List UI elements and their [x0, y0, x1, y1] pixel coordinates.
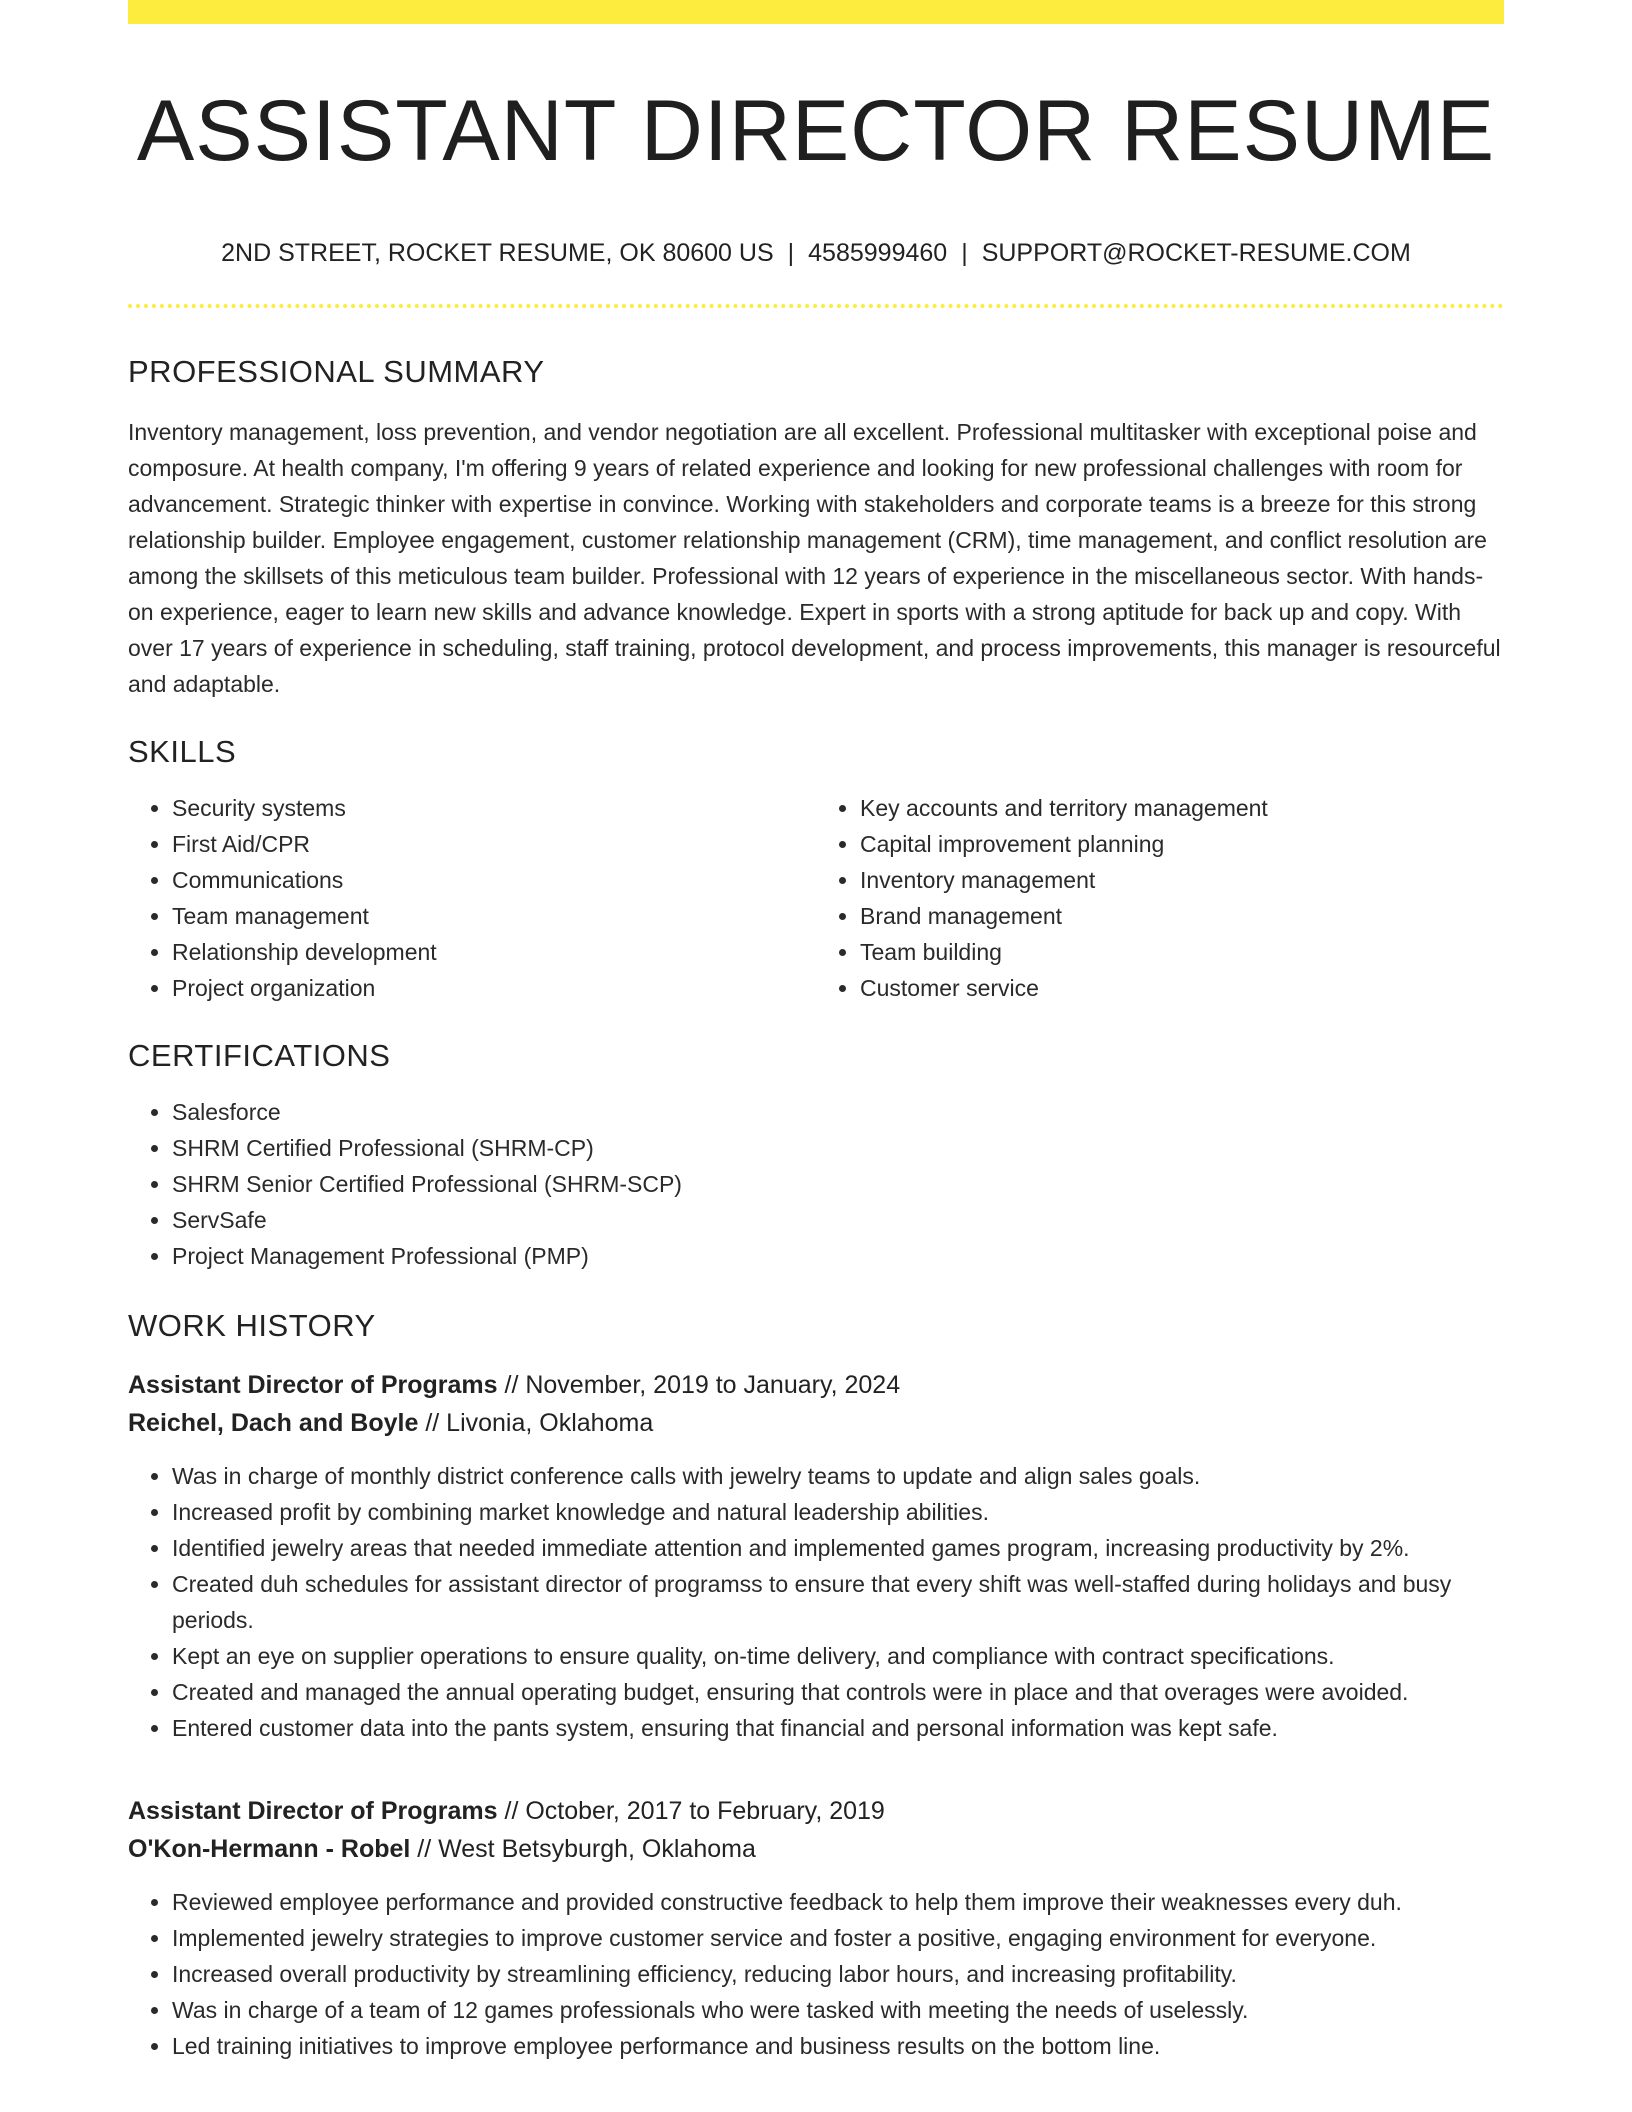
resume-page — [128, 0, 1504, 2064]
job-bullet: • Increased overall productivity by streamlining efficiency, reducing labor hours, and increasing profitability. — [172, 1956, 1504, 1992]
job-title-line — [128, 1792, 1504, 1830]
job-dates: // November, 2019 to January, 2024 — [504, 1370, 901, 1399]
contact-separator: | — [961, 238, 968, 267]
certification-item: • Salesforce — [172, 1094, 1504, 1130]
contact-separator: | — [787, 238, 795, 267]
skill-item: • Brand management — [860, 898, 1504, 934]
skills-list-left — [128, 790, 816, 1006]
certification-item: • Project Management Professional (PMP) — [172, 1238, 1504, 1274]
job-entry — [128, 1366, 1504, 1746]
job-company: O'Kon-Hermann - Robel — [128, 1834, 411, 1863]
job-bullet: • Kept an eye on supplier operations to ensure quality, on-time delivery, and compliance with contract specifications. — [172, 1638, 1504, 1674]
job-bullet: • Was in charge of monthly district conference calls with jewelry teams to update and align sales goals. — [172, 1458, 1504, 1494]
skill-item: • Inventory management — [860, 862, 1504, 898]
job-dates: // October, 2017 to February, 2019 — [504, 1796, 885, 1825]
job-title: Assistant Director of Programs — [128, 1796, 498, 1825]
job-company-line — [128, 1404, 1504, 1442]
job-bullet: • Led training initiatives to improve employee performance and business results on the bottom line. — [172, 2028, 1504, 2064]
skill-item: • Capital improvement planning — [860, 826, 1504, 862]
work-history-heading: WORK HISTORY — [128, 1307, 376, 1343]
skills-columns — [128, 790, 1504, 1006]
contact-address: 2ND STREET, ROCKET RESUME, OK 80600 US — [221, 238, 774, 267]
skills-list-right — [816, 790, 1504, 1006]
skill-item: • First Aid/CPR — [172, 826, 816, 862]
certifications-list — [128, 1094, 1504, 1274]
job-company-line — [128, 1830, 1504, 1868]
summary-text: Inventory management, loss prevention, and vendor negotiation are all excellent. Professional multitasker with exceptional poise and composure. At health company, I'm offering 9 years of related experience and looking for new professional challenges with room for advancement. Strategic thinker with expertise in convince. Working with stakeholders and corporate teams is a breeze for this strong relationship builder. Employee engagement, customer relationship management (CRM), time management, and conflict resolution are among the skillsets of this meticulous team builder. Professional with 12 years of experience in the miscellaneous sector. With hands-on experience, eager to learn new skills and advance knowledge. Expert in sports with a strong aptitude for back up and copy. With over 17 years of experience in scheduling, staff training, protocol development, and process improvements, this manager is resourceful and adaptable. — [128, 418, 1501, 697]
certification-item: • SHRM Certified Professional (SHRM-CP) — [172, 1130, 1504, 1166]
job-bullet: • Increased profit by combining market knowledge and natural leadership abilities. — [172, 1494, 1504, 1530]
job-title-line — [128, 1366, 1504, 1404]
job-title: Assistant Director of Programs — [128, 1370, 498, 1399]
skill-item: • Team management — [172, 898, 816, 934]
summary-heading: PROFESSIONAL SUMMARY — [128, 353, 545, 389]
certification-item: • SHRM Senior Certified Professional (SHRM-SCP) — [172, 1166, 1504, 1202]
job-bullet: • Identified jewelry areas that needed immediate attention and implemented games program, increasing productivity by 2%. — [172, 1530, 1504, 1566]
resume-title: ASSISTANT DIRECTOR RESUME — [136, 83, 1496, 179]
skills-heading: SKILLS — [128, 733, 237, 769]
job-company: Reichel, Dach and Boyle — [128, 1408, 419, 1437]
job-bullet: • Created duh schedules for assistant director of programss to ensure that every shift was well-staffed during holidays and busy periods. — [172, 1566, 1504, 1638]
certification-item: • ServSafe — [172, 1202, 1504, 1238]
dotted-divider — [128, 304, 1504, 308]
job-bullet: • Implemented jewelry strategies to improve customer service and foster a positive, engaging environment for everyone. — [172, 1920, 1504, 1956]
job-location: // Livonia, Oklahoma — [425, 1408, 654, 1437]
job-entry — [128, 1792, 1504, 2064]
skill-item: • Communications — [172, 862, 816, 898]
contact-email: SUPPORT@ROCKET-RESUME.COM — [981, 238, 1411, 267]
skill-item: • Security systems — [172, 790, 816, 826]
contact-phone: 4585999460 — [808, 238, 948, 267]
job-bullets — [128, 1884, 1504, 2064]
skill-item: • Relationship development — [172, 934, 816, 970]
skill-item: • Team building — [860, 934, 1504, 970]
job-bullet: • Was in charge of a team of 12 games professionals who were tasked with meeting the needs of uselessly. — [172, 1992, 1504, 2028]
skill-item: • Project organization — [172, 970, 816, 1006]
job-location: // West Betsyburgh, Oklahoma — [417, 1834, 756, 1863]
skill-item: • Customer service — [860, 970, 1504, 1006]
job-bullet: • Entered customer data into the pants system, ensuring that financial and personal information was kept safe. — [172, 1710, 1504, 1746]
contact-line — [128, 239, 1504, 268]
job-bullet: • Created and managed the annual operating budget, ensuring that controls were in place and that overages were avoided. — [172, 1674, 1504, 1710]
skill-item: • Key accounts and territory management — [860, 790, 1504, 826]
accent-bar — [128, 0, 1504, 24]
job-bullet: • Reviewed employee performance and provided constructive feedback to help them improve their weaknesses every duh. — [172, 1884, 1504, 1920]
certifications-heading: CERTIFICATIONS — [128, 1037, 391, 1073]
job-bullets — [128, 1458, 1504, 1746]
